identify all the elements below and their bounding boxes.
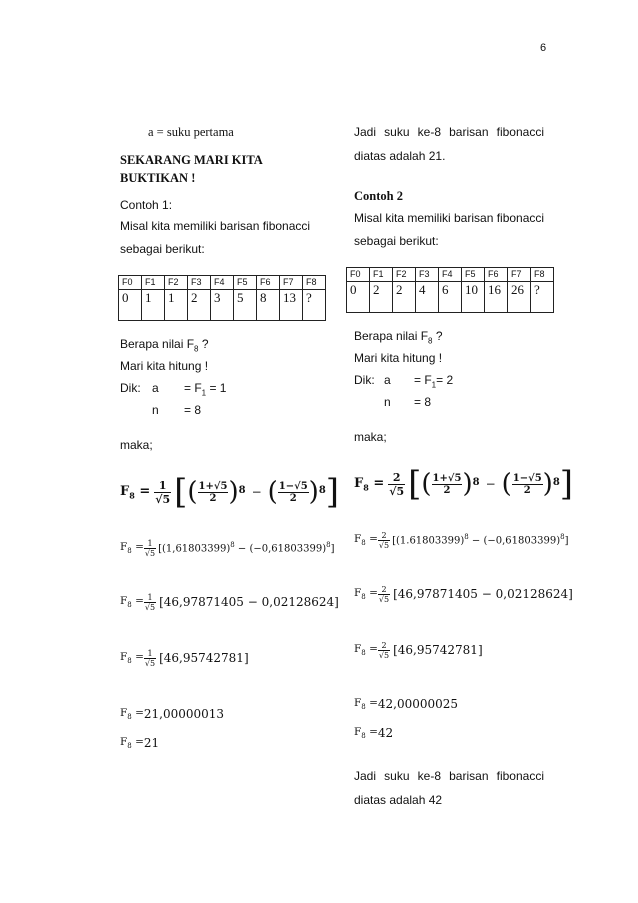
table-header-cell: F2 (165, 276, 188, 290)
table-value-cell: ? (303, 290, 326, 321)
fibonacci-table-2 (346, 267, 554, 313)
table-header-cell: F7 (280, 276, 303, 290)
formula-coefficient: $\frac{2}{√5}$ (389, 470, 405, 498)
dik-a-1: a (152, 381, 159, 395)
step-5-right: $F_8$ = 42 (354, 725, 394, 741)
calc-line-2: Mari kita hitung ! (354, 351, 443, 365)
maka-1: maka; (120, 438, 153, 452)
page-number: 6 (540, 42, 547, 54)
dik-n-value-1: = 8 (184, 403, 202, 417)
table-value-cell: 2 (393, 282, 416, 313)
example-2-title: Contoh 2 (354, 189, 403, 203)
formula-lhs: $F_8$ = (120, 483, 151, 501)
table-value-cell: 3 (211, 290, 234, 321)
dik-n-1: n (152, 403, 159, 417)
formula-psi: 1−√5 2 (512, 472, 542, 496)
table-header-row (347, 268, 554, 282)
formula-phi: 1+√5 2 (432, 472, 462, 496)
section-heading-line2: BUKTIKAN ! (120, 171, 196, 185)
table-value-cell: 6 (439, 282, 462, 313)
step-4-right: $F_8$ = 42,00000025 (354, 696, 459, 712)
binet-formula-2: $F_8$ = $\frac{2}{√5}$ [ ( 1+√5 2 ) 8 − ( 1−√5 2 ) 8 ] (354, 464, 574, 504)
table-value-row (347, 282, 554, 313)
step-2-left: $F_8$ = $\frac{1}{√5}$ [46,97871405 − 0,02128624] (120, 592, 339, 612)
table-value-cell: 2 (370, 282, 393, 313)
conclusion-1-line2: diatas adalah 21. (354, 149, 446, 163)
table-value-cell: 2 (188, 290, 211, 321)
intro-line: a = suku pertama (148, 125, 234, 139)
question-2: Berapa nilai $F_8$ ? (354, 329, 443, 346)
table-header-row (119, 276, 326, 290)
table-header-cell: F2 (393, 268, 416, 282)
example-1-desc-line2: sebagai berikut: (120, 242, 205, 256)
conclusion-1-line1: Jadi suku ke-8 barisan fibonacci (354, 125, 544, 139)
conclusion-2-line2: diatas adalah 42 (354, 793, 443, 807)
step-4-left: $F_8$ = 21,00000013 (120, 706, 225, 722)
table-header-cell: F1 (370, 268, 393, 282)
table-header-cell: F4 (439, 268, 462, 282)
table-header-cell: F5 (234, 276, 257, 290)
table-value-row (119, 290, 326, 321)
table-header-cell: F0 (347, 268, 370, 282)
table-value-cell: ? (531, 282, 554, 313)
step-2-right: $F_8$ = $\frac{2}{√5}$ [46,97871405 − 0,02128624] (354, 584, 573, 604)
formula-lhs: $F_8$ = (354, 475, 385, 493)
table-value-cell: 1 (165, 290, 188, 321)
table-header-cell: F8 (531, 268, 554, 282)
table-header-cell: F1 (142, 276, 165, 290)
table-value-cell: 0 (119, 290, 142, 321)
table-value-cell: 4 (416, 282, 439, 313)
table-value-cell: 5 (234, 290, 257, 321)
formula-psi: 1−√5 2 (278, 480, 308, 504)
dik-n-2: n (384, 395, 391, 409)
table-value-cell: 16 (485, 282, 508, 313)
table-header-cell: F8 (303, 276, 326, 290)
table-header-cell: F3 (188, 276, 211, 290)
table-header-cell: F4 (211, 276, 234, 290)
binet-formula-1: $F_8$ = $\frac{1}{√5}$ [ ( 1+√5 2 ) 8 − ( 1−√5 2 ) 8 ] (120, 472, 340, 512)
step-5-left: $F_8$ = 21 (120, 735, 160, 751)
table-header-cell: F6 (257, 276, 280, 290)
example-2-desc-line1: Misal kita memiliki barisan fibonacci (354, 211, 545, 225)
dik-n-value-2: = 8 (414, 395, 432, 409)
formula-phi: 1+√5 2 (198, 480, 228, 504)
table-value-cell: 13 (280, 290, 303, 321)
step-3-left: $F_8$ = $\frac{1}{√5}$ [46,95742781] (120, 648, 249, 668)
table-value-cell: 1 (142, 290, 165, 321)
section-heading-line1: SEKARANG MARI KITA (120, 153, 263, 167)
example-1-desc-line1: Misal kita memiliki barisan fibonacci (120, 219, 311, 233)
example-1-title: Contoh 1: (120, 198, 173, 212)
table-header-cell: F5 (462, 268, 485, 282)
table-value-cell: 8 (257, 290, 280, 321)
table-header-cell: F3 (416, 268, 439, 282)
table-value-cell: 0 (347, 282, 370, 313)
maka-2: maka; (354, 430, 387, 444)
formula-coefficient: $\frac{1}{√5}$ (155, 478, 171, 506)
dik-a-value-2: = $F_1= 2$ (414, 373, 454, 390)
dik-label-1: Dik: (120, 381, 141, 395)
dik-a-2: a (384, 373, 391, 387)
conclusion-2-line1: Jadi suku ke-8 barisan fibonacci (354, 769, 544, 783)
table-value-cell: 26 (508, 282, 531, 313)
dik-label-2: Dik: (354, 373, 375, 387)
question-1: Berapa nilai $F_8$ ? (120, 337, 209, 354)
dik-a-value-1: = $F_1 = 1$ (184, 381, 227, 398)
calc-line-1: Mari kita hitung ! (120, 359, 209, 373)
fibonacci-table-1 (118, 275, 326, 321)
table-header-cell: F0 (119, 276, 142, 290)
step-3-right: $F_8$ = $\frac{2}{√5}$ [46,95742781] (354, 640, 483, 660)
step-1-left: $F_8$ = $\frac{1}{√5}$ $[(1,61803399)^8 - (-0,61803399)^8]$ (120, 538, 335, 558)
table-header-cell: F6 (485, 268, 508, 282)
table-header-cell: F7 (508, 268, 531, 282)
step-1-right: $F_8$ = $\frac{2}{√5}$ $[(1.61803399)^8 - (-0,61803399)^8]$ (354, 530, 569, 550)
example-2-desc-line2: sebagai berikut: (354, 234, 439, 248)
table-value-cell: 10 (462, 282, 485, 313)
